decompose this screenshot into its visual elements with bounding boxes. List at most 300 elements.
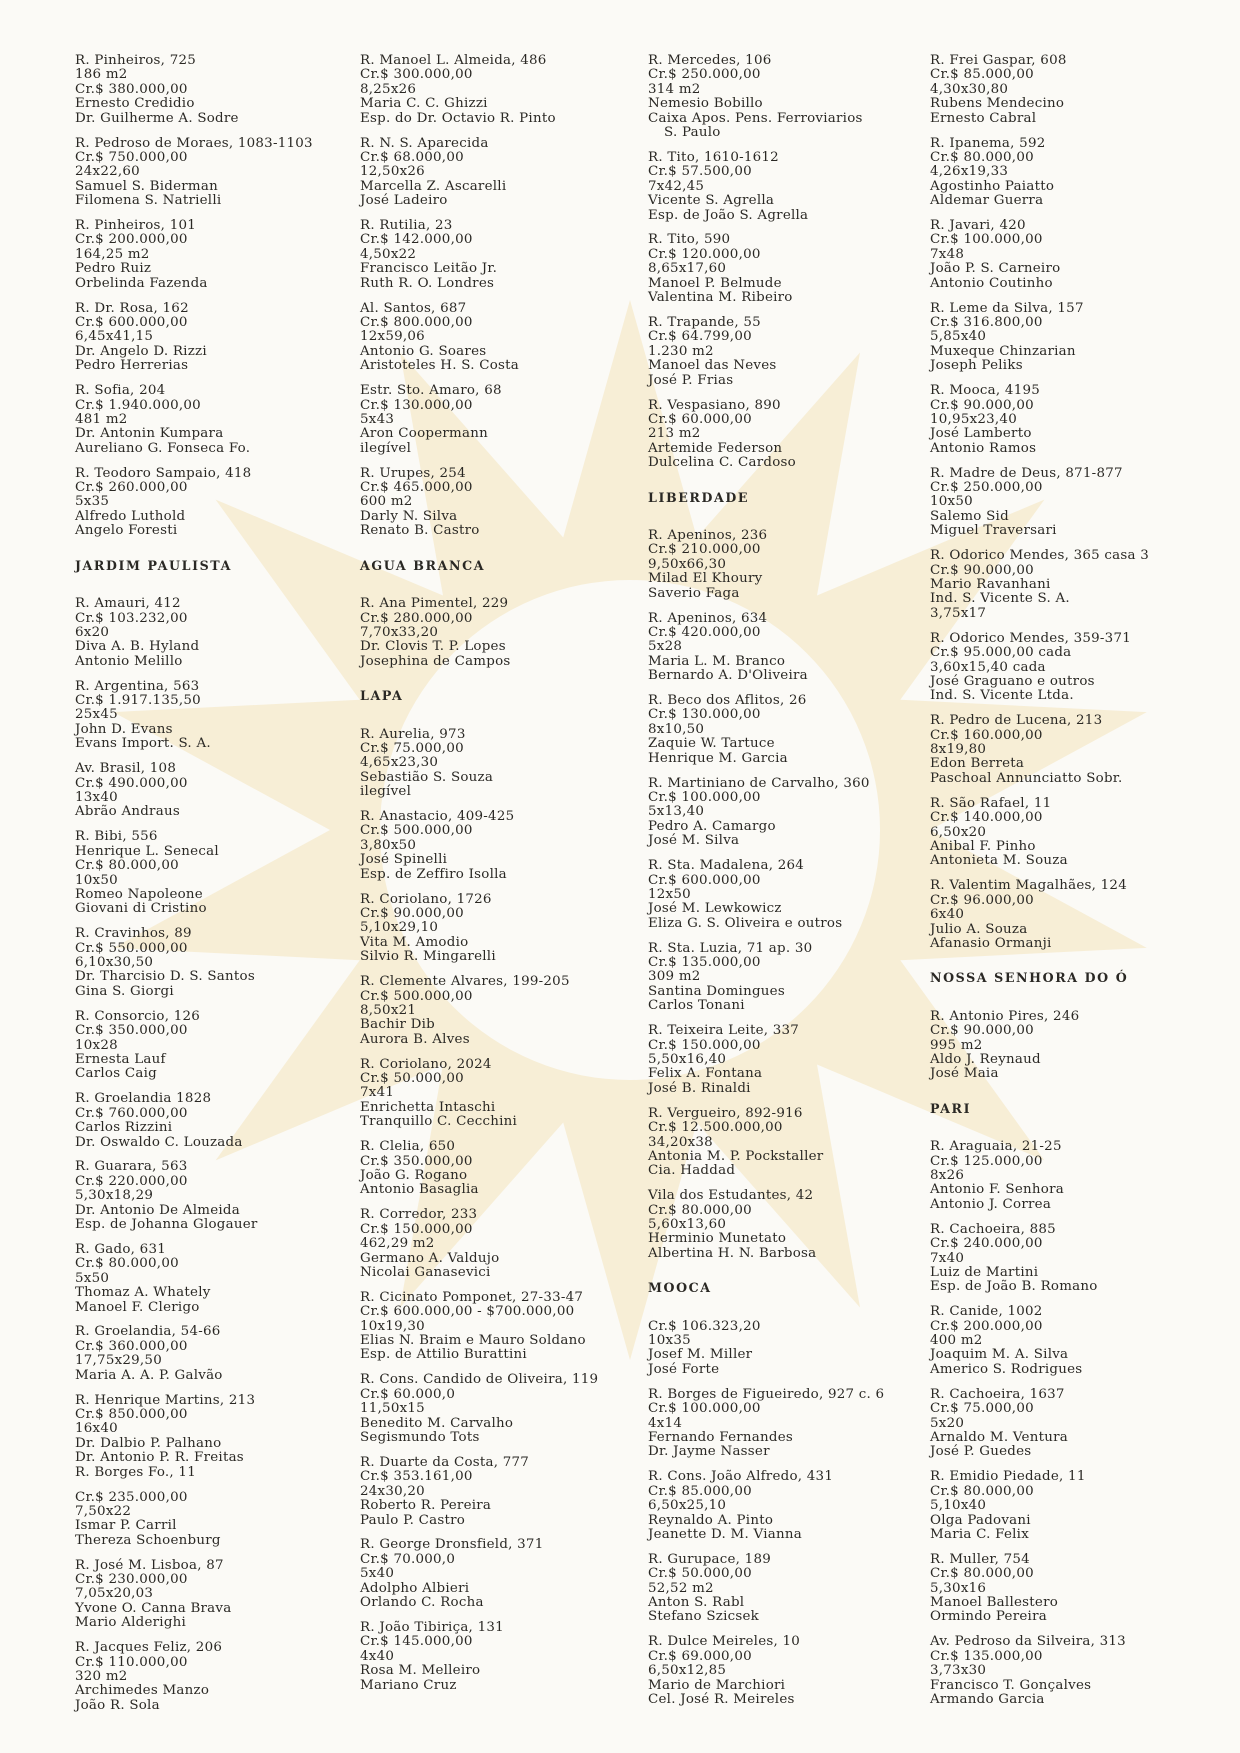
property-entry xyxy=(648,942,910,1014)
entry-line: Herminio Munetato xyxy=(648,1231,787,1247)
entry-line: Francisco T. Gonçalves xyxy=(930,1677,1092,1693)
entry-line: R. Guarara, 563 xyxy=(75,1159,188,1175)
entry-line: Cr.$ 80.000,00 xyxy=(930,1566,1034,1582)
entry-line: Cr.$ 80.000,00 xyxy=(75,858,179,874)
entry-line: Antonio Coutinho xyxy=(930,275,1053,291)
entry-line: José M. Lewkowicz xyxy=(648,901,782,917)
entry-line: 5x35 xyxy=(75,494,110,510)
entry-line: R. Pinheiros, 101 xyxy=(75,218,196,234)
entry-line: Elias N. Braim e Mauro Soldano xyxy=(360,1333,586,1349)
entry-line: Francisco Leitão Jr. xyxy=(360,261,498,277)
entry-line: R. Argentina, 563 xyxy=(75,678,200,694)
entry-line: José P. Frias xyxy=(648,372,734,388)
entry-line: Maria L. M. Branco xyxy=(648,653,786,669)
entry-line: Dr. Tharcisio D. S. Santos xyxy=(75,969,255,985)
entry-line: Gina S. Giorgi xyxy=(75,983,174,999)
entry-line: Bernardo A. D'Oliveira xyxy=(648,668,808,684)
property-entry xyxy=(648,399,910,471)
entry-line: Cr.$ 100.000,00 xyxy=(648,1401,761,1417)
entry-line: Silvio R. Mingarelli xyxy=(360,949,496,965)
entry-line: R. Madre de Deus, 871-877 xyxy=(930,465,1123,481)
entry-line: R. Pedroso de Moraes, 1083-1103 xyxy=(75,135,313,151)
property-entry xyxy=(648,233,910,305)
entry-line: Cr.$ 68.000,00 xyxy=(360,149,464,165)
entry-line: 5,50x16,40 xyxy=(648,1051,727,1067)
property-entry xyxy=(930,1140,1192,1212)
entry-line: 5,60x13,60 xyxy=(648,1217,727,1233)
entry-line: José M. Silva xyxy=(648,833,740,849)
entry-line: Samuel S. Biderman xyxy=(75,178,218,194)
entry-line: Pedro Ruiz xyxy=(75,261,152,277)
entry-line: Romeo Napoleone xyxy=(75,886,203,902)
property-entry xyxy=(930,879,1192,951)
entry-line: Cr.$ 350.000,00 xyxy=(360,1153,473,1169)
entry-line: Cr.$ 350.000,00 xyxy=(75,1023,188,1039)
entry-line: Cr.$ 80.000,00 xyxy=(930,149,1034,165)
property-entry xyxy=(360,137,622,209)
entry-line: R. Groelandia 1828 xyxy=(75,1091,212,1107)
entry-line: R. Borges de Figueiredo, 927 c. 6 xyxy=(648,1386,885,1402)
property-entry xyxy=(75,1394,337,1480)
entry-line: Cr.$ 90.000,00 xyxy=(930,1023,1034,1039)
entry-line: 7x41 xyxy=(360,1085,395,1101)
entry-line: 6,10x30,50 xyxy=(75,955,154,971)
entry-line: 10x28 xyxy=(75,1037,118,1053)
entry-line: 5,30x18,29 xyxy=(75,1188,154,1204)
entry-line: Cr.$ 760.000,00 xyxy=(75,1105,188,1121)
entry-line: Cr.$ 160.000,00 xyxy=(930,727,1043,743)
property-entry xyxy=(648,1635,910,1707)
entry-line: Cr.$ 360.000,00 xyxy=(75,1338,188,1354)
entry-line: Thomaz A. Whately xyxy=(75,1285,211,1301)
entry-line: R. Beco dos Aflitos, 26 xyxy=(648,693,807,709)
entry-line: Dr. Antonin Kumpara xyxy=(75,426,224,442)
entry-line: Olga Padovani xyxy=(930,1512,1031,1528)
entry-line: Roberto R. Pereira xyxy=(360,1498,492,1514)
property-entry xyxy=(360,1140,622,1198)
entry-line: Aristoteles H. S. Costa xyxy=(360,358,520,374)
entry-line: Cr.$ 110.000,00 xyxy=(75,1654,188,1670)
entry-line: Renato B. Castro xyxy=(360,523,480,539)
entry-line: R. Apeninos, 236 xyxy=(648,527,768,543)
entry-line: Cr.$ 95.000,00 cada xyxy=(930,645,1072,661)
property-entry xyxy=(648,1470,910,1542)
property-entry xyxy=(360,384,622,456)
section-heading: JARDIM PAULISTA xyxy=(75,557,232,573)
entry-line: Archimedes Manzo xyxy=(75,1683,210,1699)
entry-line: Cr.$ 600.000,00 xyxy=(75,315,188,330)
entry-line: Cr.$ 490.000,00 xyxy=(75,775,188,791)
entry-line: 5x43 xyxy=(360,411,395,427)
entry-line: Cr.$ 57.500,00 xyxy=(648,164,752,180)
entry-line: Agostinho Paiatto xyxy=(930,178,1055,194)
entry-line: Diva A. B. Hyland xyxy=(75,639,200,655)
entry-line: Darly N. Silva xyxy=(360,508,458,524)
property-entry xyxy=(360,1058,622,1130)
entry-line: Manoel P. Belmude xyxy=(648,275,782,291)
entry-line: Rosa M. Melleiro xyxy=(360,1663,481,1679)
property-entry xyxy=(648,54,910,140)
entry-line: Albertina H. N. Barbosa xyxy=(648,1245,817,1261)
entry-line: R. Cons. João Alfredo, 431 xyxy=(648,1469,834,1485)
entry-line: Cr.$ 130.000,00 xyxy=(360,397,473,413)
entry-line: Aldo J. Reynaud xyxy=(930,1051,1041,1067)
property-entry xyxy=(360,1208,622,1280)
entry-line: R. Clelia, 650 xyxy=(360,1139,456,1155)
entry-line: 186 m2 xyxy=(75,67,128,83)
entry-line: R. Tito, 590 xyxy=(648,232,731,248)
property-entry xyxy=(360,1456,622,1528)
property-entry xyxy=(75,927,337,999)
entry-line: 3,73x30 xyxy=(930,1663,987,1679)
entry-line: Paulo P. Castro xyxy=(360,1512,466,1528)
entry-line: Cr.$ 465.000,00 xyxy=(360,480,473,496)
entry-line: R. Pedro de Lucena, 213 xyxy=(930,713,1103,729)
entry-line: Cr.$ 64.799,00 xyxy=(648,329,752,345)
entry-line: 8,65x17,60 xyxy=(648,261,727,277)
property-entry xyxy=(648,859,910,931)
entry-line: Ruth R. O. Londres xyxy=(360,275,495,291)
property-entry xyxy=(648,694,910,766)
property-entry xyxy=(648,1107,910,1179)
property-entry xyxy=(360,467,622,539)
entry-line: R. Muller, 754 xyxy=(930,1551,1030,1567)
entry-line: Marcella Z. Ascarelli xyxy=(360,178,507,194)
entry-line: 400 m2 xyxy=(930,1333,983,1349)
entry-line: Aurora B. Alves xyxy=(360,1031,470,1047)
entry-line: Cr.$ 500.000,00 xyxy=(360,988,473,1004)
property-entry xyxy=(75,1641,337,1713)
entry-line: Cr.$ 250.000,00 xyxy=(648,67,761,83)
entry-line: 12,50x26 xyxy=(360,164,425,180)
entry-line: Cr.$ 210.000,00 xyxy=(648,542,761,558)
property-entry xyxy=(648,1320,910,1378)
entry-line: Aron Coopermann xyxy=(360,426,488,442)
entry-line: R. Mercedes, 106 xyxy=(648,53,772,68)
entry-line: José Graguano e outros xyxy=(930,673,1095,689)
entry-line: R. Corredor, 233 xyxy=(360,1207,478,1223)
entry-line: Cr.$ 230.000,00 xyxy=(75,1572,188,1588)
entry-line: R. Gurupace, 189 xyxy=(648,1551,771,1567)
entry-line: 10,95x23,40 xyxy=(930,411,1017,427)
entry-line: Vicente S. Agrella xyxy=(648,193,775,209)
entry-line: Afanasio Ormanji xyxy=(930,935,1052,951)
entry-line: Cr.$ 200.000,00 xyxy=(930,1318,1043,1334)
listing-column-3 xyxy=(648,54,910,1718)
entry-line: Cr.$ 550.000,00 xyxy=(75,940,188,956)
entry-line: Cr.$ 90.000,00 xyxy=(930,562,1034,578)
entry-line: Cr.$ 90.000,00 xyxy=(360,906,464,921)
entry-line: Maria A. A. P. Galvão xyxy=(75,1367,223,1383)
property-entry xyxy=(75,1010,337,1082)
entry-line: Cr.$ 420.000,00 xyxy=(648,624,761,640)
entry-line: Arnaldo M. Ventura xyxy=(930,1430,1068,1445)
entry-line: Josef M. Miller xyxy=(648,1347,753,1363)
entry-line: 5x20 xyxy=(930,1415,965,1431)
entry-line: R. Odorico Mendes, 365 casa 3 xyxy=(930,548,1150,564)
section-heading: PARI xyxy=(930,1100,972,1116)
entry-line: 6,50x12,85 xyxy=(648,1663,727,1679)
listing-column-2 xyxy=(360,54,622,1704)
entry-line: R. Henrique Martins, 213 xyxy=(75,1392,256,1408)
entry-line: José P. Guedes xyxy=(930,1444,1032,1460)
entry-line: Cr.$ 260.000,00 xyxy=(75,480,188,496)
entry-line: 320 m2 xyxy=(75,1669,128,1684)
entry-line: Stefano Szicsek xyxy=(648,1609,760,1625)
property-entry xyxy=(75,830,337,916)
entry-line: Thereza Schoenburg xyxy=(75,1532,221,1548)
entry-line: R. Mooca, 4195 xyxy=(930,383,1041,399)
entry-line: 8x10,50 xyxy=(648,721,705,737)
entry-line: Cr.$ 300.000,00 xyxy=(360,67,473,83)
entry-line: R. Coriolano, 2024 xyxy=(360,1056,492,1072)
entry-line: Abrão Andraus xyxy=(75,804,180,820)
entry-line: Manoel das Neves xyxy=(648,358,777,374)
entry-line: R. Valentim Magalhães, 124 xyxy=(930,878,1127,894)
entry-line: Al. Santos, 687 xyxy=(360,300,467,316)
section-heading: AGUA BRANCA xyxy=(360,557,486,573)
property-entry xyxy=(360,810,622,882)
entry-line: Carlos Rizzini xyxy=(75,1120,173,1136)
property-entry xyxy=(930,384,1192,456)
property-entry xyxy=(75,1160,337,1232)
entry-line: 8x26 xyxy=(930,1168,965,1183)
entry-line: R. Emidio Piedade, 11 xyxy=(930,1469,1086,1485)
entry-line: 7x48 xyxy=(930,246,965,262)
entry-line: 995 m2 xyxy=(930,1037,983,1053)
entry-line: R. José M. Lisboa, 87 xyxy=(75,1557,224,1573)
property-entry xyxy=(75,1092,337,1150)
entry-line: Germano A. Valdujo xyxy=(360,1250,500,1266)
entry-line: Manoel Ballestero xyxy=(930,1595,1059,1611)
entry-line: 4,26x19,33 xyxy=(930,164,1009,180)
entry-line: Vita M. Amodio xyxy=(360,934,469,950)
entry-line: Ind. S. Vicente S. A. xyxy=(930,591,1070,607)
property-entry xyxy=(930,302,1192,374)
entry-line: Ismar P. Carril xyxy=(75,1518,177,1534)
entry-line: Armando Garcia xyxy=(930,1692,1045,1707)
entry-line: R. Antonio Pires, 246 xyxy=(930,1008,1080,1024)
entry-line: Orbelinda Fazenda xyxy=(75,275,208,291)
entry-line: Carlos Tonani xyxy=(648,998,745,1014)
entry-line: Maria C. C. Ghizzi xyxy=(360,96,488,112)
property-entry xyxy=(930,1635,1192,1707)
entry-line: Julio A. Souza xyxy=(930,921,1028,937)
entry-line: José Spinelli xyxy=(360,852,448,868)
entry-line: Cr.$ 1.940.000,00 xyxy=(75,397,201,413)
entry-line: Segismundo Tots xyxy=(360,1430,480,1445)
entry-line: Cr.$ 80.000,00 xyxy=(930,1483,1034,1499)
property-entry xyxy=(75,54,337,126)
property-entry xyxy=(360,1538,622,1610)
entry-line: Av. Pedroso da Silveira, 313 xyxy=(930,1634,1126,1650)
entry-line: Cr.$ 135.000,00 xyxy=(930,1648,1043,1664)
entry-line: R. Dr. Rosa, 162 xyxy=(75,300,189,316)
entry-line: R. Dulce Meireles, 10 xyxy=(648,1634,801,1650)
property-entry xyxy=(930,137,1192,209)
entry-line: R. Cravinhos, 89 xyxy=(75,926,192,942)
entry-line: Cr.$ 750.000,00 xyxy=(75,149,188,165)
property-entry xyxy=(360,597,622,669)
entry-line: 3,75x17 xyxy=(930,605,987,621)
entry-line: 481 m2 xyxy=(75,411,128,427)
entry-line: Reynaldo A. Pinto xyxy=(648,1512,774,1528)
entry-line: R. São Rafael, 11 xyxy=(930,795,1052,811)
entry-line: Henrique L. Senecal xyxy=(75,843,219,859)
entry-line: R. Frei Gaspar, 608 xyxy=(930,53,1067,68)
entry-line: Cr.$ 70.000,0 xyxy=(360,1551,456,1567)
entry-line: R. Sta. Madalena, 264 xyxy=(648,858,805,874)
entry-line: Anton S. Rabl xyxy=(648,1595,745,1611)
entry-line: R. Rutilia, 23 xyxy=(360,218,453,234)
entry-line: Cr.$ 150.000,00 xyxy=(360,1221,473,1237)
entry-line: R. Gado, 631 xyxy=(75,1241,166,1257)
entry-line: 4x40 xyxy=(360,1648,395,1664)
entry-line: Cr.$ 100.000,00 xyxy=(930,232,1043,248)
entry-line: Dr. Dalbio P. Palhano xyxy=(75,1435,222,1451)
entry-line: Tranquillo C. Cecchini xyxy=(360,1114,518,1130)
entry-line: ilegível xyxy=(360,784,412,800)
entry-line: 5x40 xyxy=(360,1566,395,1582)
entry-line: R. Canide, 1002 xyxy=(930,1304,1043,1320)
entry-line: R. Cachoeira, 885 xyxy=(930,1221,1056,1237)
entry-line: Cr.$ 96.000,00 xyxy=(930,892,1034,908)
entry-line: Edon Berreta xyxy=(930,756,1025,772)
entry-line: João G. Rogano xyxy=(360,1168,468,1183)
entry-line: Mariano Cruz xyxy=(360,1677,457,1693)
entry-line: Ind. S. Vicente Ltda. xyxy=(930,688,1074,704)
property-entry xyxy=(75,1491,337,1549)
property-entry xyxy=(930,1010,1192,1082)
entry-line: Benedito M. Carvalho xyxy=(360,1415,514,1431)
entry-line: Cr.$ 353.161,00 xyxy=(360,1469,473,1485)
entry-line: Caixa Apos. Pens. Ferroviarios xyxy=(648,110,863,126)
entry-line: José Maia xyxy=(930,1066,999,1082)
property-entry xyxy=(930,549,1192,621)
property-entry xyxy=(75,680,337,752)
entry-line: Ormindo Pereira xyxy=(930,1609,1047,1625)
property-entry xyxy=(930,1470,1192,1542)
entry-line: Valentina M. Ribeiro xyxy=(648,290,793,306)
entry-line: Adolpho Albieri xyxy=(360,1580,470,1596)
property-entry xyxy=(930,1223,1192,1295)
section-heading: LAPA xyxy=(360,688,404,704)
entry-line: Felix A. Fontana xyxy=(648,1066,763,1082)
entry-line: R. Apeninos, 634 xyxy=(648,610,768,626)
entry-line: 164,25 m2 xyxy=(75,246,150,262)
property-entry xyxy=(648,1388,910,1460)
entry-line: 7x40 xyxy=(930,1250,965,1266)
entry-line: R. Teodoro Sampaio, 418 xyxy=(75,465,252,481)
entry-line: Cr.$ 500.000,00 xyxy=(360,823,473,839)
entry-line: R. Sta. Luzia, 71 ap. 30 xyxy=(648,940,813,956)
entry-line: Cr.$ 135.000,00 xyxy=(648,955,761,971)
entry-line: R. Aurelia, 973 xyxy=(360,726,466,742)
entry-line: Salemo Sid xyxy=(930,508,1009,524)
entry-line: John D. Evans xyxy=(75,721,173,737)
entry-line: Antonio Melillo xyxy=(75,653,183,669)
entry-line: 5,85x40 xyxy=(930,329,987,345)
property-entry xyxy=(360,1621,622,1693)
entry-line: Fernando Fernandes xyxy=(648,1430,793,1445)
property-entry xyxy=(360,302,622,374)
entry-line: R. Amauri, 412 xyxy=(75,596,181,612)
entry-line: José Forte xyxy=(648,1361,720,1377)
entry-line: 7,70x33,20 xyxy=(360,624,439,640)
entry-line: Cr.$ 100.000,00 xyxy=(648,789,761,805)
entry-line: Jeanette D. M. Vianna xyxy=(648,1526,802,1542)
entry-line: 3,80x50 xyxy=(360,837,417,853)
entry-line: Cr.$ 145.000,00 xyxy=(360,1634,473,1650)
entry-line: 6,50x20 xyxy=(930,824,987,840)
entry-line: Cr.$ 250.000,00 xyxy=(930,480,1043,496)
entry-line: Filomena S. Natrielli xyxy=(75,193,222,209)
property-entry xyxy=(360,219,622,291)
entry-line: 11,50x15 xyxy=(360,1401,425,1417)
entry-line: R. Javari, 420 xyxy=(930,218,1026,234)
entry-line: Giovani di Cristino xyxy=(75,901,207,917)
entry-line: Antonio F. Senhora xyxy=(930,1182,1064,1198)
property-entry xyxy=(75,1325,337,1383)
entry-line: ilegível xyxy=(360,440,412,456)
property-entry xyxy=(360,54,622,126)
entry-line: Estr. Sto. Amaro, 68 xyxy=(360,383,502,399)
property-entry xyxy=(930,1305,1192,1377)
property-entry xyxy=(360,1373,622,1445)
entry-line: Henrique M. Garcia xyxy=(648,750,788,766)
entry-line: 25x45 xyxy=(75,707,118,723)
entry-line: Cr.$ 600.000,00 xyxy=(648,872,761,888)
entry-line: R. João Tibiriça, 131 xyxy=(360,1619,504,1635)
entry-line: Cr.$ 60.000,00 xyxy=(648,411,752,427)
property-entry xyxy=(360,893,622,965)
entry-line: 24x22,60 xyxy=(75,164,140,180)
entry-line: R. Vergueiro, 892-916 xyxy=(648,1105,803,1121)
property-entry xyxy=(930,632,1192,704)
entry-line: 52,52 m2 xyxy=(648,1580,714,1596)
entry-line: 8,50x21 xyxy=(360,1002,417,1018)
entry-line: 8,25x26 xyxy=(360,81,417,97)
entry-line: Cr.$ 240.000,00 xyxy=(930,1236,1043,1252)
entry-line: 213 m2 xyxy=(648,426,701,442)
entry-line: Antonieta M. Souza xyxy=(930,853,1068,869)
entry-line: Nemesio Bobillo xyxy=(648,96,763,112)
entry-line: Josephina de Campos xyxy=(360,653,511,669)
entry-line: Dr. Guilherme A. Sodre xyxy=(75,110,239,126)
entry-line: Cr.$ 380.000,00 xyxy=(75,81,188,97)
entry-line: R. Clemente Alvares, 199-205 xyxy=(360,974,570,990)
entry-line: Cr.$ 140.000,00 xyxy=(930,810,1043,826)
entry-line: Cr.$ 80.000,00 xyxy=(75,1256,179,1272)
entry-line: R. Cachoeira, 1637 xyxy=(930,1386,1065,1402)
entry-line: Anibal F. Pinho xyxy=(930,839,1036,854)
entry-line: Esp. de Attilio Burattini xyxy=(360,1347,527,1363)
entry-line: R. Tito, 1610-1612 xyxy=(648,149,779,165)
entry-line: 10x35 xyxy=(648,1333,691,1349)
entry-line: R. Trapande, 55 xyxy=(648,315,761,330)
entry-line: Dr. Antonio De Almeida xyxy=(75,1202,240,1218)
entry-line: R. Sofia, 204 xyxy=(75,383,166,399)
entry-line: R. Cicinato Pomponet, 27-33-47 xyxy=(360,1289,584,1305)
entry-line: Ernesta Lauf xyxy=(75,1051,166,1067)
property-entry xyxy=(75,1243,337,1315)
entry-line: Eliza G. S. Oliveira e outros xyxy=(648,915,843,931)
entry-line: Cr.$ 120.000,00 xyxy=(648,246,761,262)
property-entry xyxy=(930,1553,1192,1625)
entry-line: Miguel Traversari xyxy=(930,523,1057,539)
entry-line: Cr.$ 130.000,00 xyxy=(648,707,761,723)
entry-line: Cr.$ 220.000,00 xyxy=(75,1173,188,1189)
